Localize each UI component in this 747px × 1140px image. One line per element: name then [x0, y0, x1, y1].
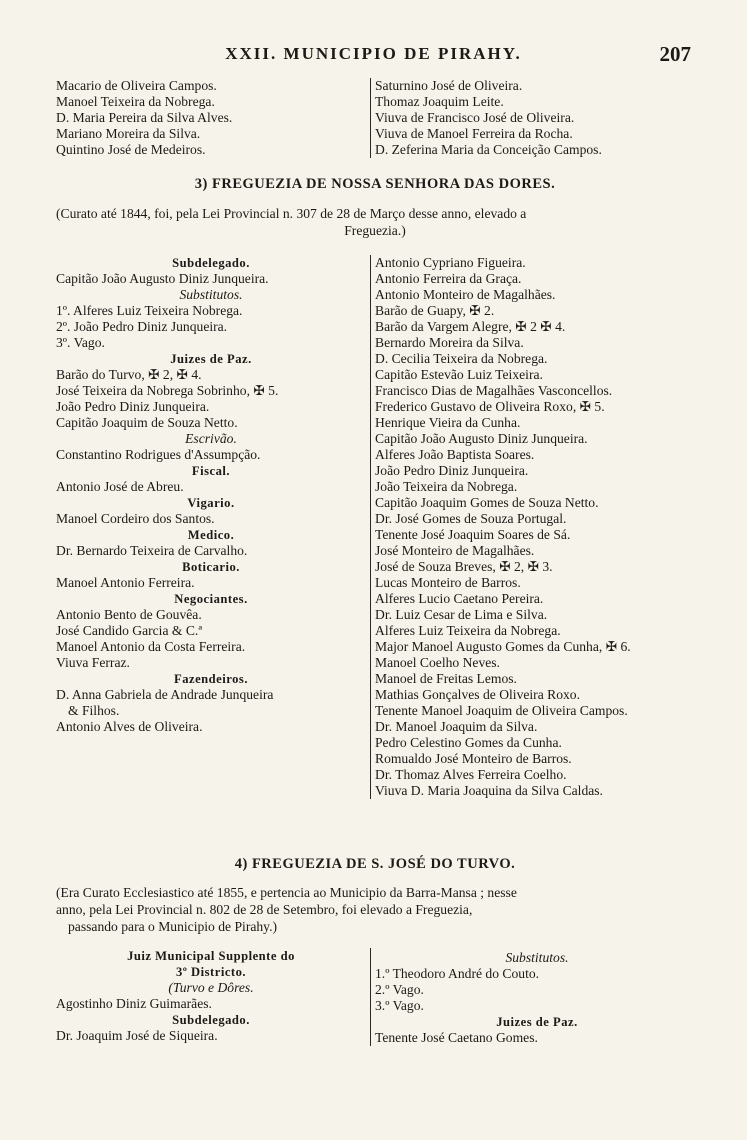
role-heading-fazendeiros: Fazendeiros.: [174, 672, 248, 686]
section-4-columns: [56, 948, 694, 1064]
list-item: Dr. Bernardo Teixeira de Carvalho.: [56, 543, 248, 558]
list-item: Manoel Cordeiro dos Santos.: [56, 511, 215, 526]
role-heading-negociantes: Negociantes.: [174, 592, 248, 606]
role-heading-boticario: Boticario.: [182, 560, 240, 574]
list-item: D. Cecilia Teixeira da Nobrega.: [375, 351, 548, 366]
list-item: 2.º Vago.: [375, 982, 424, 997]
list-item: Antonio Cypriano Figueira.: [375, 255, 526, 270]
role-heading-fiscal: Fiscal.: [191, 464, 231, 478]
list-item: 3º. Vago.: [56, 335, 105, 350]
list-item: Dr. José Gomes de Souza Portugal.: [375, 511, 567, 526]
list-item: 1.º Theodoro André do Couto.: [375, 966, 540, 981]
list-item: Alferes João Baptista Soares.: [375, 447, 535, 462]
list-item: Macario de Oliveira Campos.: [56, 78, 217, 93]
list-item: D. Maria Pereira da Silva Alves.: [56, 110, 233, 125]
top-name-list: [56, 78, 694, 160]
list-item: Alferes Lucio Caetano Pereira.: [375, 591, 544, 606]
role-heading-juizes: Juizes de Paz.: [170, 352, 252, 366]
list-item: José Monteiro de Magalhães.: [375, 543, 535, 558]
list-item: Manoel Antonio Ferreira.: [56, 575, 195, 590]
list-item: 2º. João Pedro Diniz Junqueira.: [56, 319, 228, 334]
running-title: XXII. MUNICIPIO DE PIRAHY.: [225, 44, 522, 63]
list-item: D. Anna Gabriela de Andrade Junqueira: [56, 687, 274, 702]
list-item: Viuva de Francisco José de Oliveira.: [375, 110, 575, 125]
list-item: Alferes Luiz Teixeira da Nobrega.: [375, 623, 561, 638]
list-item: Manoel Antonio da Costa Ferreira.: [56, 639, 246, 654]
top-right-column: [370, 78, 699, 158]
list-item: Antonio Ferreira da Graça.: [375, 271, 522, 286]
section-3-note: [56, 205, 694, 239]
role-heading-substitutos: Substitutos.: [179, 287, 243, 302]
role-heading-medico: Medico.: [187, 528, 235, 542]
page-number: 207: [659, 42, 691, 66]
list-item: Manoel de Freitas Lemos.: [375, 671, 517, 686]
note-line: Freguezia.): [344, 223, 406, 238]
district-place: (Turvo e Dôres.: [168, 980, 254, 995]
list-item: Dr. Manoel Joaquim da Silva.: [375, 719, 538, 734]
list-item: Manoel Coelho Neves.: [375, 655, 500, 670]
section-3-right-column: [370, 255, 699, 799]
list-item: Antonio Alves de Oliveira.: [56, 719, 203, 734]
list-item: Lucas Monteiro de Barros.: [375, 575, 521, 590]
list-item: Henrique Vieira da Cunha.: [375, 415, 521, 430]
list-item: João Pedro Diniz Junqueira.: [375, 463, 529, 478]
list-item: D. Zeferina Maria da Conceição Campos.: [375, 142, 602, 157]
list-item: 1º. Alferes Luiz Teixeira Nobrega.: [56, 303, 243, 318]
list-item: Agostinho Diniz Guimarães.: [56, 996, 212, 1011]
list-item: Dr. Joaquim José de Siqueira.: [56, 1028, 218, 1043]
list-item: José de Souza Breves, ✠ 2, ✠ 3.: [375, 559, 553, 574]
list-item: Dr. Thomaz Alves Ferreira Coelho.: [375, 767, 567, 782]
list-item: Barão da Vargem Alegre, ✠ 2 ✠ 4.: [375, 319, 566, 334]
list-item: Viuva D. Maria Joaquina da Silva Caldas.: [375, 783, 603, 798]
list-item: Barão do Turvo, ✠ 2, ✠ 4.: [56, 367, 202, 382]
section-4-title: 4) FREGUEZIA DE S. JOSÉ DO TURVO.: [234, 856, 516, 872]
list-item: João Teixeira da Nobrega.: [375, 479, 518, 494]
list-item: Capitão Joaquim Gomes de Souza Netto.: [375, 495, 599, 510]
role-heading-subdelegado: Subdelegado.: [172, 1013, 250, 1027]
note-line: (Curato até 1844, foi, pela Lei Provincial n. 307 de 28 de Março desse anno, elevado a: [56, 206, 527, 221]
list-item: Thomaz Joaquim Leite.: [375, 94, 504, 109]
list-item: Tenente José Joaquim Soares de Sá.: [375, 527, 571, 542]
list-item: Dr. Luiz Cesar de Lima e Silva.: [375, 607, 548, 622]
list-item: 3.º Vago.: [375, 998, 424, 1013]
role-heading-district: 3º Districto.: [175, 965, 247, 979]
list-item: Bernardo Moreira da Silva.: [375, 335, 524, 350]
list-item: Capitão Estevão Luiz Teixeira.: [375, 367, 543, 382]
list-item: Mariano Moreira da Silva.: [56, 126, 201, 141]
list-item: Mathias Gonçalves de Oliveira Roxo.: [375, 687, 580, 702]
role-heading-escrivao: Escrivão.: [185, 431, 237, 446]
list-item: Antonio Bento de Gouvêa.: [56, 607, 202, 622]
list-item: Major Manoel Augusto Gomes da Cunha, ✠ 6.: [375, 639, 631, 654]
list-item: Antonio Monteiro de Magalhães.: [375, 287, 556, 302]
section-4-left-column: [56, 948, 366, 1044]
list-item: Manoel Teixeira da Nobrega.: [56, 94, 215, 109]
list-item: Pedro Celestino Gomes da Cunha.: [375, 735, 562, 750]
list-item: Barão de Guapy, ✠ 2.: [375, 303, 495, 318]
section-3-title: 3) FREGUEZIA DE NOSSA SENHORA DAS DORES.: [194, 176, 556, 192]
role-heading-subdelegado: Subdelegado.: [172, 256, 250, 270]
list-item: Frederico Gustavo de Oliveira Roxo, ✠ 5.: [375, 399, 605, 414]
role-heading-juizes: Juizes de Paz.: [496, 1015, 578, 1029]
list-item: Romualdo José Monteiro de Barros.: [375, 751, 572, 766]
list-item: Capitão João Augusto Diniz Junqueira.: [375, 431, 588, 446]
note-line: anno, pela Lei Provincial n. 802 de 28 de Setembro, foi elevado a Freguezia,: [56, 902, 473, 917]
list-item: João Pedro Diniz Junqueira.: [56, 399, 210, 414]
list-item: Tenente José Caetano Gomes.: [375, 1030, 538, 1045]
list-item: & Filhos.: [68, 703, 120, 718]
list-item: Capitão João Augusto Diniz Junqueira.: [56, 271, 269, 286]
section-3-left-column: [56, 255, 366, 735]
list-item: José Candido Garcia & C.ª: [56, 623, 203, 638]
section-3-columns: [56, 255, 694, 835]
list-item: Saturnino José de Oliveira.: [375, 78, 523, 93]
list-item: Viuva de Manoel Ferreira da Rocha.: [375, 126, 573, 141]
list-item: Constantino Rodrigues d'Assumpção.: [56, 447, 261, 462]
list-item: Tenente Manoel Joaquim de Oliveira Campos.: [375, 703, 628, 718]
note-line: (Era Curato Ecclesiastico até 1855, e pertencia ao Municipio da Barra-Mansa ; nesse: [56, 885, 517, 900]
list-item: Francisco Dias de Magalhães Vasconcellos.: [375, 383, 613, 398]
list-item: Viuva Ferraz.: [56, 655, 130, 670]
list-item: Capitão Joaquim de Souza Netto.: [56, 415, 238, 430]
list-item: José Teixeira da Nobrega Sobrinho, ✠ 5.: [56, 383, 279, 398]
note-line: passando para o Municipio de Pirahy.): [68, 919, 278, 934]
role-heading-juiz-municipal: Juiz Municipal Supplente do: [127, 949, 295, 963]
top-left-column: [56, 78, 366, 158]
list-item: Quintino José de Medeiros.: [56, 142, 206, 157]
section-4-note: [56, 884, 694, 935]
role-heading-vigario: Vigario.: [187, 496, 235, 510]
page-header: [56, 44, 691, 70]
role-heading-substitutos: Substitutos.: [505, 950, 569, 965]
list-item: Antonio José de Abreu.: [56, 479, 184, 494]
section-4-right-column: [370, 948, 699, 1046]
